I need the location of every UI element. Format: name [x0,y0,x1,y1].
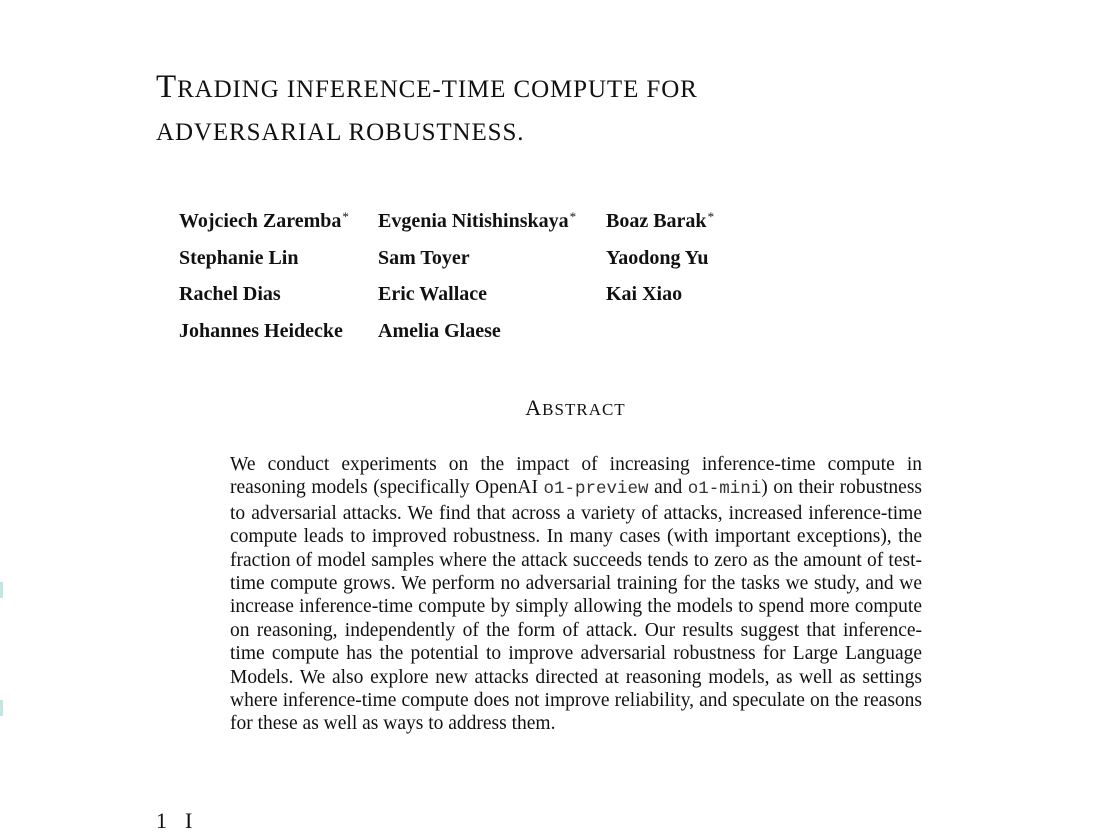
author-name [606,313,806,350]
model-name-code: o1-mini [687,479,762,500]
equal-contribution-mark: * [342,209,349,224]
title-line-2: ADVERSARIAL ROBUSTNESS. [156,119,525,146]
model-name-code: o1-preview [543,479,649,500]
author-list [179,199,806,349]
author-name: Amelia Glaese [378,319,501,342]
author-name-text: Boaz Barak [606,210,707,232]
section-title-initial: I [185,808,193,833]
abstract-heading-initial: A [525,395,543,420]
author-name: Eric Wallace [378,283,488,305]
title-line-1: RADING INFERENCE-TIME COMPUTE FOR [177,76,698,103]
author-name: Johannes Heidecke [179,319,343,342]
abstract-text [230,453,922,736]
abstract-heading [0,395,1101,421]
author-row [179,276,806,313]
section-heading [156,808,192,834]
author-name: Sam Toyer [378,246,470,269]
margin-mark [0,700,3,716]
author-row [179,199,806,240]
author-name [606,199,806,240]
abstract-text-part: ) on their robustness to adversarial attacks. We find that across a variety of attacks, increased inference-time compute leads to improved robustness. In many cases (with important exceptions), the fraction of model samples where the attack succeeds tends to zero as the amount of test-time compute grows. We perform no adversarial training for the tasks we study, and we increase inference-time compute by simply allowing the models to spend more compute on reasoning, independently of the form of attack. Our results suggest that inference-time compute has the potential to improve adversarial robustness for Large Language Models. We also explore new attacks directed at reasoning models, as well as settings where inference-time compute does not improve reliability, and speculate on the reasons for these as well as ways to address them. [230,477,922,735]
margin-mark [0,582,3,598]
author-name: Stephanie Lin [179,246,299,269]
abstract-text-part: We conduct experiments on the impact of increasing inference-time compute in reasoning models (specifically OpenAI [230,454,922,499]
equal-contribution-mark: * [707,209,715,224]
abstract-heading-rest: BSTRACT [542,400,626,419]
equal-contribution-mark: * [569,209,577,224]
author-name [179,199,378,240]
author-row [179,240,806,277]
author-name-text: Wojciech Zaremba [179,210,342,232]
paper-title [156,66,698,154]
author-row [179,313,806,350]
author-name-text: Evgenia Nitishinskaya [378,210,569,232]
abstract-text-part: and [648,477,688,499]
author-name: Yaodong Yu [606,246,709,269]
section-number: 1 [156,808,167,833]
author-name [378,199,606,240]
title-initial: T [156,69,178,105]
author-name: Rachel Dias [179,283,281,305]
author-name: Kai Xiao [606,283,683,305]
